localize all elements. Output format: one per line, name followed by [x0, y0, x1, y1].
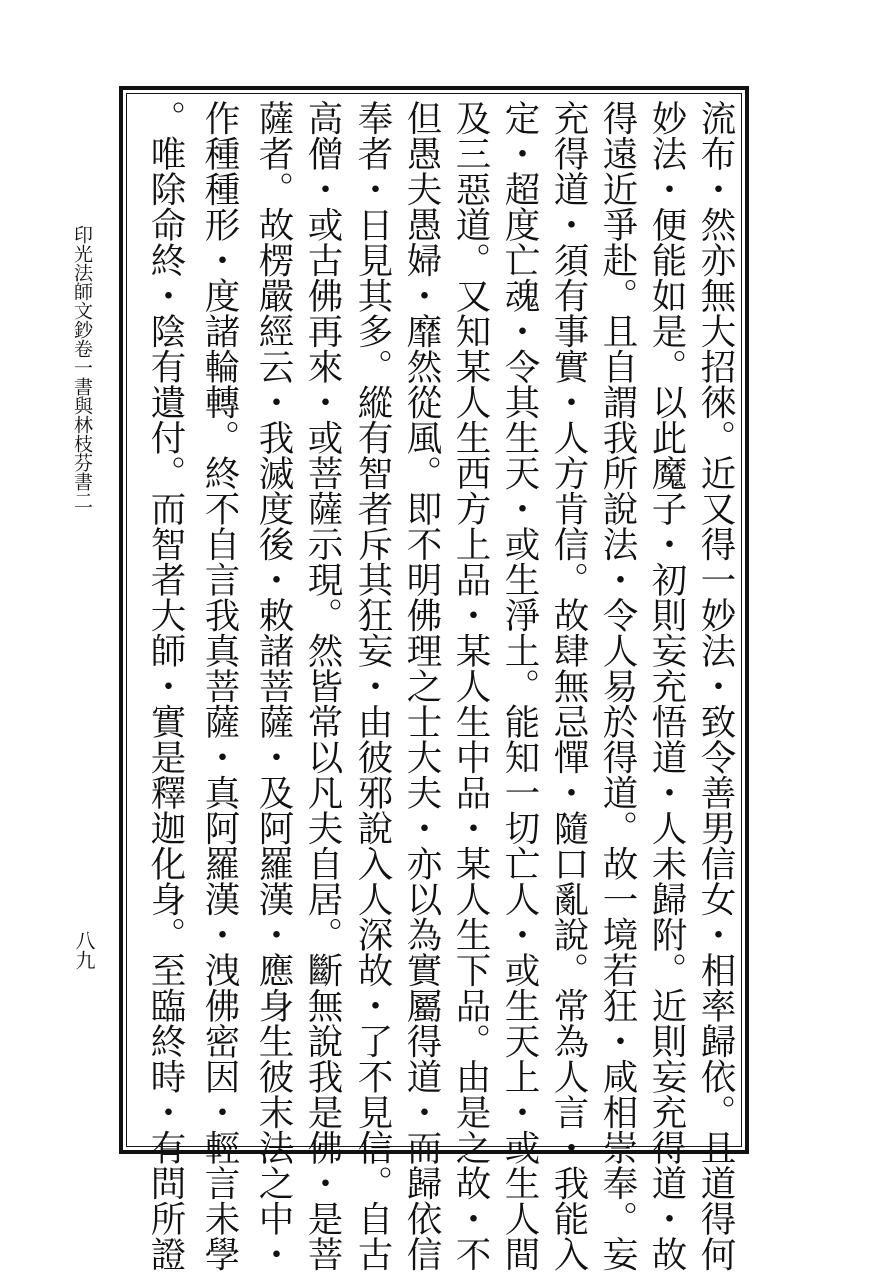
letter-title: 與林枝芬書二: [71, 396, 93, 510]
text-column-8: 奉者・日見其多。縱有智者斥其狂妄・由彼邪說入人深故・了不見信。自古: [352, 100, 393, 1272]
text-column-10: 薩者。故楞嚴經云・我滅度後・敕諸菩薩・及阿羅漢・應身生彼末法之中・: [253, 100, 294, 1272]
text-column-3: 得遠近爭赴。且自謂我所說法・令人易於得道。故一境若狂・咸相崇奉。妄: [597, 100, 638, 1272]
text-column-11: 作種種形・度諸輪轉。終不自言我真菩薩・真阿羅漢・洩佛密因・輕言未學: [199, 100, 240, 1272]
text-column-6: 及三惡道。又知某人生西方上品・某人生中品・某人生下品。由是之故・不: [450, 100, 491, 1272]
text-column-4: 充得道・須有事實・人方肯信。故肆無忌憚・隨口亂說。常為人言・我能入: [548, 100, 589, 1272]
margin-header: [70, 225, 94, 510]
text-column-2: 妙法・便能如是。以此魔子・初則妄充悟道・人未歸附。近則妄充得道・故: [646, 100, 687, 1272]
book-title: 印光法師文鈔卷一: [71, 225, 93, 377]
text-column-5: 定・超度亡魂・令其生天・或生淨土。能知一切亡人・或生天上・或生人間: [499, 100, 540, 1272]
section-label: 書: [71, 377, 93, 396]
text-column-12: 。唯除命終・陰有遺付。而智者大師・實是釋迦化身。至臨終時・有問所證: [145, 100, 186, 1272]
text-column-7: 但愚夫愚婦・靡然從風。即不明佛理之士大夫・亦以為實屬得道・而歸依信: [401, 100, 442, 1272]
text-column-1: 流布・然亦無大招徠。近又得一妙法・致令善男信女・相率歸依。且道得何: [695, 100, 736, 1272]
page-number: 八九: [72, 930, 96, 970]
text-column-9: 高僧・或古佛再來・或菩薩示現。然皆常以凡夫自居。斷無說我是佛・是菩: [302, 100, 343, 1272]
